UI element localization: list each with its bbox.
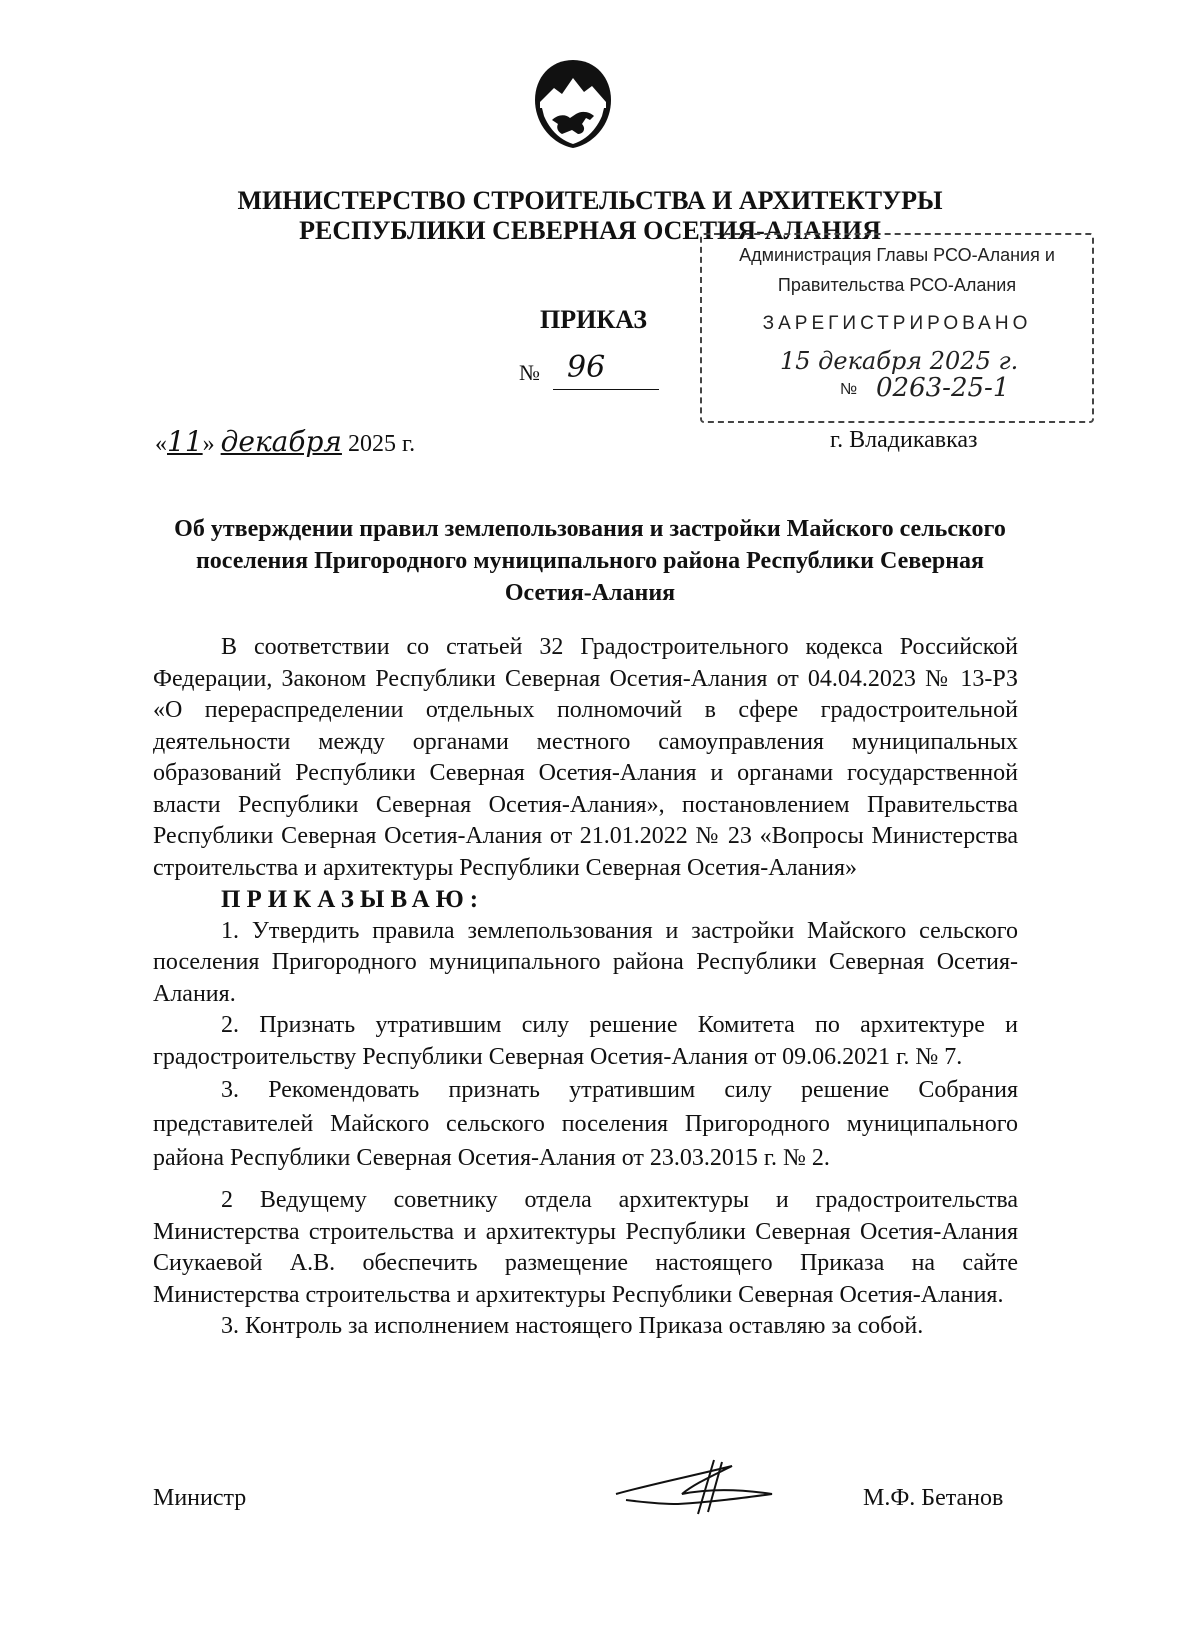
stamp-registered: ЗАРЕГИСТРИРОВАНО (762, 313, 1032, 334)
stamp-number-label: № (840, 381, 858, 398)
stamp-date: 15 декабря 2025 г. (780, 347, 1019, 375)
order-word: ПРИКАЗЫВАЮ: (221, 886, 485, 913)
order-body (153, 632, 1018, 1343)
registration-stamp (700, 233, 1094, 423)
date-month: декабря (220, 425, 342, 458)
signatory-name: М.Ф. Бетанов (863, 1485, 1004, 1511)
handwritten-signature-icon (612, 1454, 782, 1518)
order-item: 2. Признать утратившим силу решение Комитета по архитектуре и градостроительству Республики Северная Осетия-Алания от 09.06.2021 г. № 7. (153, 1012, 1018, 1070)
date-year: 2025 г. (341, 431, 416, 457)
order-item: 3. Контроль за исполнением настоящего Приказа оставляю за собой. (221, 1313, 924, 1339)
stamp-line1: Администрация Главы РСО-Алания и (739, 245, 1055, 265)
date-close-quote: » (202, 431, 215, 457)
city: г. Владикавказ (830, 427, 978, 453)
ministry-name-line2: РЕСПУБЛИКИ СЕВЕРНАЯ ОСЕТИЯ-АЛАНИЯ (299, 216, 881, 245)
preamble: В соответствии со статьей 32 Градостроительного кодекса Российской Федерации, Законом Республики Северная Осетия-Алания от 04.04.2023 № 13-РЗ «О перераспределении отдельных полномочий в сфере градостроительной деятельности между органами местного самоуправления муниципальных образований Республики Северная Осетия-Алания и органами государственной власти Республики Северная Осетия-Алания», постановлением Правительства Республики Северная Осетия-Алания от 21.01.2022 № 23 «Вопросы Министерства строительства и архитектуры Республики Северная Осетия-Алания» (153, 634, 1018, 881)
stamp-line2: Правительства РСО-Алания (777, 275, 1017, 295)
order-subject: Об утверждении правил землепользования и застройки Майского сельского поселения Пригородного муниципального района Республики Северная Осетия-Алания (174, 516, 1006, 606)
coat-of-arms-emblem-icon (532, 58, 614, 150)
order-number-sign: № (519, 360, 540, 385)
order-date (155, 425, 415, 458)
ministry-name-line1: МИНИСТЕРСТВО СТРОИТЕЛЬСТВА И АРХИТЕКТУРЫ (237, 186, 943, 215)
order-number-value: 96 (553, 350, 659, 390)
order-item: 1. Утвердить правила землепользования и застройки Майского сельского поселения Пригородного муниципального района Республики Северная Осетия-Алания. (153, 917, 1018, 1007)
order-item: 3. Рекомендовать признать утратившим силу решение Собрания представителей Майского сельского поселения Пригородного муниципального района Республики Северная Осетия-Алания от 23.03.2015 г. № 2. (153, 1077, 1018, 1171)
signatory-position: Министр (153, 1485, 247, 1511)
date-day: 11 (167, 425, 203, 458)
date-open-quote: « (155, 431, 167, 457)
order-title: ПРИКАЗ (540, 305, 648, 334)
stamp-number-value: 0263-25-1 (876, 373, 1010, 403)
order-item: 2 Ведущему советнику отдела архитектуры и градостроительства Министерства строительства и архитектуры Республики Северная Осетия-Алания Сиукаевой А.В. обеспечить размещение настоящего Приказа на сайте Министерства строительства и архитектуры Республики Северная Осетия-Алания. (153, 1187, 1018, 1308)
